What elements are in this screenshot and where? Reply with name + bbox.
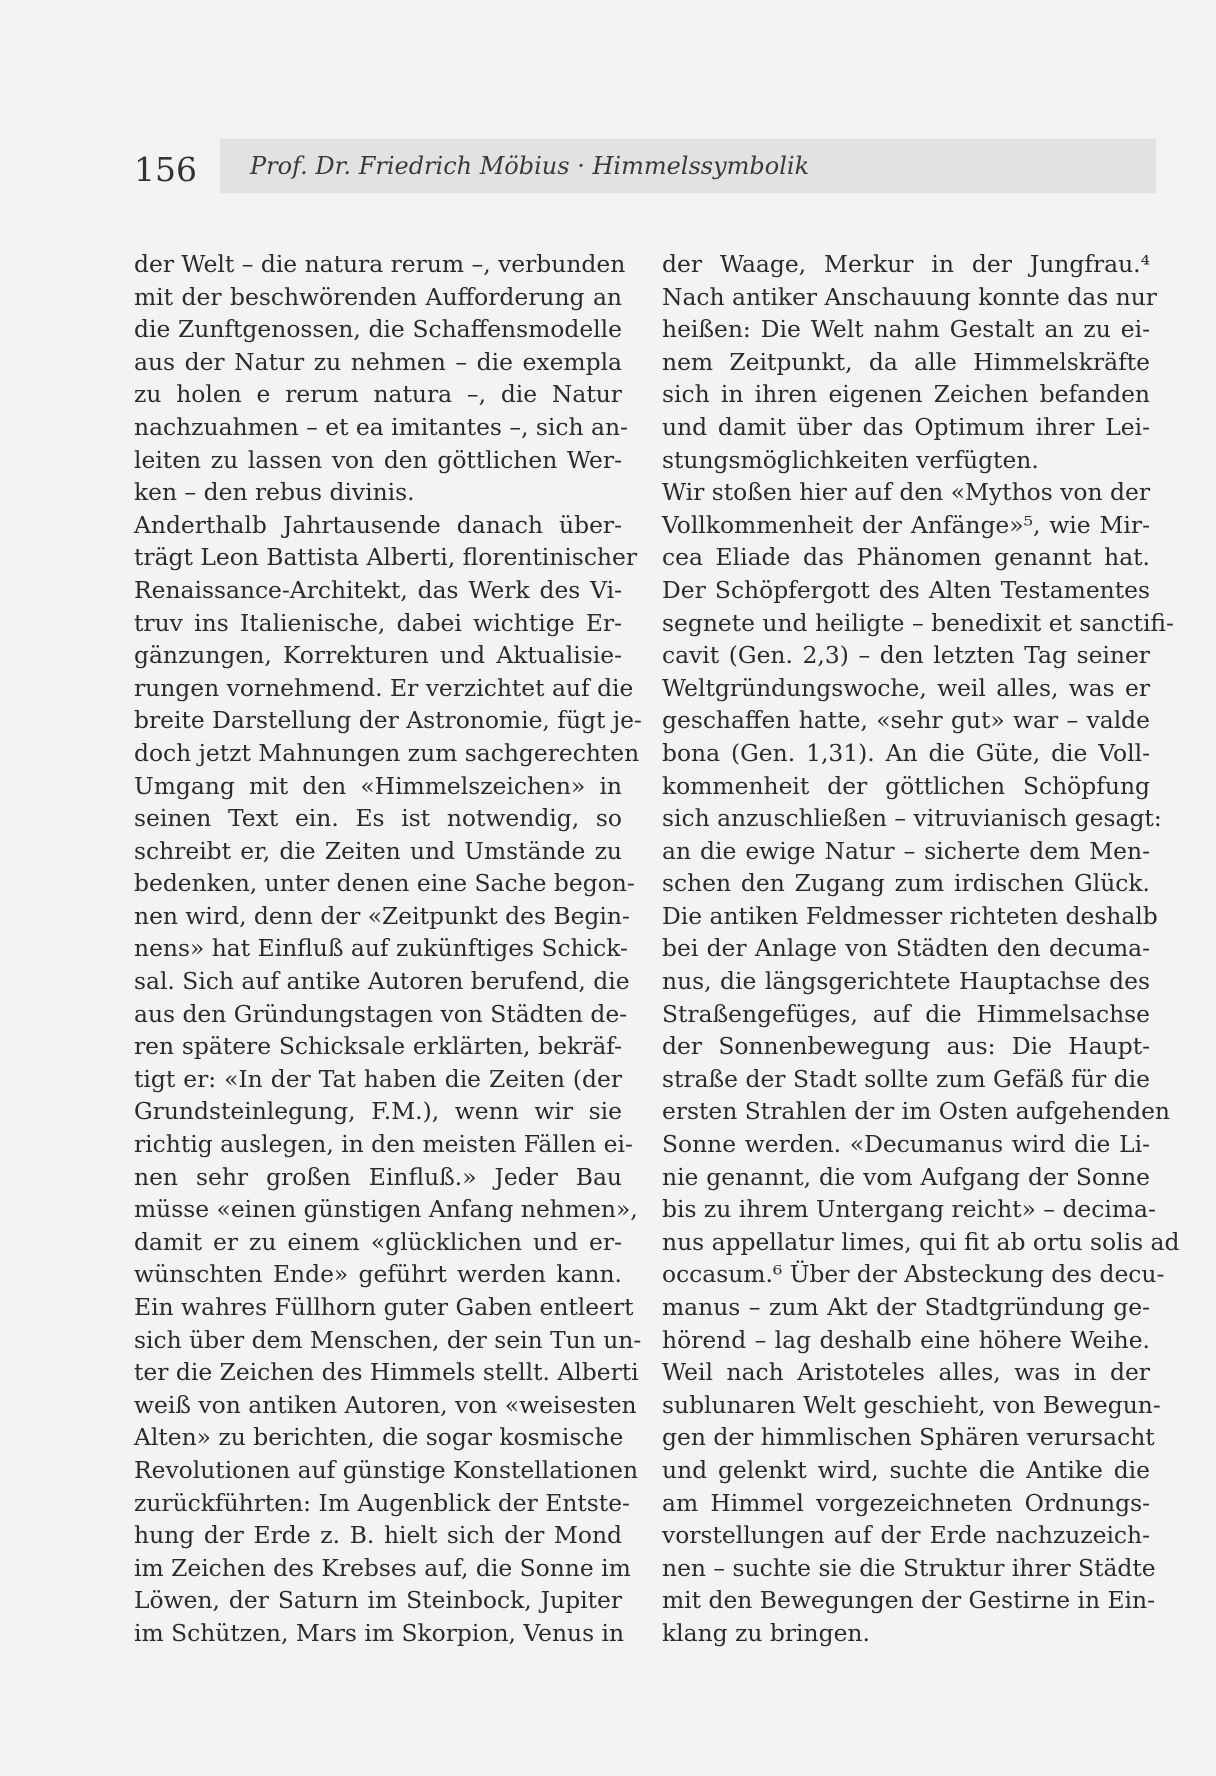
text-line: und damit über das Optimum ihrer Lei- — [662, 412, 1150, 441]
text-line: gen der himmlischen Sphären verursacht — [662, 1423, 1155, 1452]
text-line: nen sehr großen Einfluß.» Jeder Bau — [134, 1162, 622, 1191]
text-line: nen wird, denn der «Zeitpunkt des Begin- — [134, 901, 630, 930]
right-text-column — [662, 248, 1180, 1650]
text-line: nen – suchte sie die Struktur ihrer Städte — [662, 1553, 1156, 1582]
text-line: leiten zu lassen von den göttlichen Wer- — [134, 445, 622, 474]
text-line: müsse «einen günstigen Anfang nehmen», — [134, 1195, 638, 1224]
text-line: aus der Natur zu nehmen – die exempla — [134, 347, 622, 376]
text-line: nens» hat Einfluß auf zukünftiges Schick- — [134, 934, 628, 963]
text-line: straße der Stadt sollte zum Gefäß für die — [662, 1064, 1150, 1093]
text-line: heißen: Die Welt nahm Gestalt an zu ei- — [662, 315, 1150, 344]
text-line: hörend – lag deshalb eine höhere Weihe. — [662, 1325, 1150, 1354]
text-line: Nach antiker Anschauung konnte das nur — [662, 282, 1157, 311]
text-line: Renaissance-Architekt, das Werk des Vi- — [134, 575, 622, 604]
text-line: Die antiken Feldmesser richteten deshalb — [662, 901, 1158, 930]
text-line: rungen vornehmend. Er verzichtet auf die — [134, 673, 634, 702]
text-line: Revolutionen auf günstige Konstellationen — [134, 1455, 639, 1484]
text-line: und gelenkt wird, suchte die Antike die — [662, 1455, 1150, 1484]
text-line: der Welt – die natura rerum –, verbunden — [134, 250, 626, 278]
text-line: nie genannt, die vom Aufgang der Sonne — [662, 1162, 1150, 1191]
text-line: Der Schöpfergott des Alten Testamentes — [662, 575, 1150, 604]
text-line: kommenheit der göttlichen Schöpfung — [662, 771, 1150, 800]
text-line: Grundsteinlegung, F.M.), wenn wir sie — [134, 1097, 622, 1126]
running-header — [220, 139, 1156, 193]
text-line: ken – den rebus divinis. — [134, 478, 415, 507]
text-line: wünschten Ende» geführt werden kann. — [134, 1260, 622, 1289]
text-line: weiß von antiken Autoren, von «weisesten — [134, 1390, 637, 1419]
text-line: klang zu bringen. — [662, 1618, 870, 1647]
text-line: Umgang mit den «Himmelszeichen» in — [134, 771, 622, 800]
text-line: Weil nach Aristoteles alles, was in der — [662, 1358, 1150, 1387]
text-line: mit den Bewegungen der Gestirne in Ein- — [662, 1586, 1155, 1615]
text-line: im Zeichen des Krebses auf, die Sonne im — [134, 1553, 631, 1582]
text-line: nus, die längsgerichtete Hauptachse des — [662, 967, 1150, 996]
text-line: stungsmöglichkeiten verfügten. — [662, 445, 1039, 474]
text-line: mit der beschwörenden Aufforderung an — [134, 282, 622, 311]
text-line: nus appellatur limes, qui fit ab ortu solis ad — [662, 1227, 1180, 1256]
text-line: schen den Zugang zum irdischen Glück. — [662, 869, 1150, 898]
text-line: seinen Text ein. Es ist notwendig, so — [134, 804, 622, 833]
text-line: bona (Gen. 1,31). An die Güte, die Voll- — [662, 738, 1150, 767]
text-line: sich in ihren eigenen Zeichen befanden — [662, 380, 1150, 409]
text-line: sich anzuschließen – vitruvianisch gesagt: — [662, 804, 1162, 833]
text-line: damit er zu einem «glücklichen und er- — [134, 1227, 622, 1256]
text-line: cea Eliade das Phänomen genannt hat. — [662, 543, 1150, 572]
text-line: an die ewige Natur – sicherte dem Men- — [662, 836, 1150, 865]
text-line: truv ins Italienische, dabei wichtige Er- — [134, 608, 622, 637]
text-line: bei der Anlage von Städten den decuma- — [662, 934, 1150, 963]
left-text-column — [134, 248, 642, 1650]
text-line: sal. Sich auf antike Autoren berufend, die — [134, 967, 630, 996]
text-line: richtig auslegen, in den meisten Fällen ei- — [134, 1130, 633, 1159]
text-line: Löwen, der Saturn im Steinbock, Jupiter — [134, 1586, 622, 1615]
text-line: tigt er: «In der Tat haben die Zeiten (der — [134, 1064, 622, 1093]
page-number: 156 — [134, 150, 197, 189]
text-line: Anderthalb Jahrtausende danach über- — [134, 510, 622, 539]
text-line: vorstellungen auf der Erde nachzuzeich- — [662, 1521, 1150, 1550]
text-line: segnete und heiligte – benedixit et sanctifi- — [662, 608, 1174, 637]
text-line: doch jetzt Mahnungen zum sachgerechten — [134, 738, 640, 767]
text-line: im Schützen, Mars im Skorpion, Venus in — [134, 1618, 625, 1647]
text-line: geschaffen hatte, «sehr gut» war – valde — [662, 706, 1150, 735]
text-line: der Waage, Merkur in der Jungfrau.⁴ — [662, 250, 1150, 278]
text-line: bis zu ihrem Untergang reicht» – decima- — [662, 1195, 1156, 1224]
text-line: Ein wahres Füllhorn guter Gaben entleert — [134, 1293, 634, 1321]
text-line: hung der Erde z. B. hielt sich der Mond — [134, 1521, 622, 1550]
text-line: ren spätere Schicksale erklärten, bekräf- — [134, 1032, 622, 1061]
text-line: trägt Leon Battista Alberti, florentinischer — [134, 543, 638, 572]
text-line: zurückführten: Im Augenblick der Entste- — [134, 1488, 630, 1517]
text-line: breite Darstellung der Astronomie, fügt je- — [134, 706, 642, 735]
text-line: Sonne werden. «Decumanus wird die Li- — [662, 1130, 1150, 1159]
text-line: nem Zeitpunkt, da alle Himmelskräfte — [662, 347, 1150, 376]
text-line: bedenken, unter denen eine Sache begon- — [134, 869, 635, 898]
text-line: ersten Strahlen der im Osten aufgehenden — [662, 1097, 1170, 1126]
text-line: Alten» zu berichten, die sogar kosmische — [134, 1423, 624, 1452]
text-line: der Sonnenbewegung aus: Die Haupt- — [662, 1032, 1150, 1061]
text-line: schreibt er, die Zeiten und Umstände zu — [134, 836, 622, 865]
text-line: am Himmel vorgezeichneten Ordnungs- — [662, 1488, 1150, 1517]
text-line: Vollkommenheit der Anfänge»⁵, wie Mir- — [662, 510, 1150, 539]
text-line: aus den Gründungstagen von Städten de- — [134, 999, 628, 1028]
text-line: Straßengefüges, auf die Himmelsachse — [662, 999, 1150, 1028]
text-line: Wir stoßen hier auf den «Mythos von der — [662, 478, 1150, 507]
text-line: sich über dem Menschen, der sein Tun un- — [134, 1325, 642, 1354]
text-line: Weltgründungswoche, weil alles, was er — [662, 673, 1150, 702]
text-line: sublunaren Welt geschieht, von Bewegun- — [662, 1390, 1161, 1419]
text-line: gänzungen, Korrekturen und Aktualisie- — [134, 641, 622, 670]
text-line: occasum.⁶ Über der Absteckung des decu- — [662, 1260, 1165, 1289]
text-line: cavit (Gen. 2,3) – den letzten Tag seiner — [662, 641, 1150, 670]
text-line: manus – zum Akt der Stadtgründung ge- — [662, 1293, 1150, 1321]
text-line: ter die Zeichen des Himmels stellt. Alberti — [134, 1358, 639, 1387]
text-line: zu holen e rerum natura –, die Natur — [134, 380, 622, 409]
text-line: nachzuahmen – et ea imitantes –, sich an- — [134, 412, 628, 441]
text-line: die Zunftgenossen, die Schaffensmodelle — [134, 315, 622, 344]
running-title: Prof. Dr. Friedrich Möbius · Himmelssymbolik — [250, 152, 810, 180]
